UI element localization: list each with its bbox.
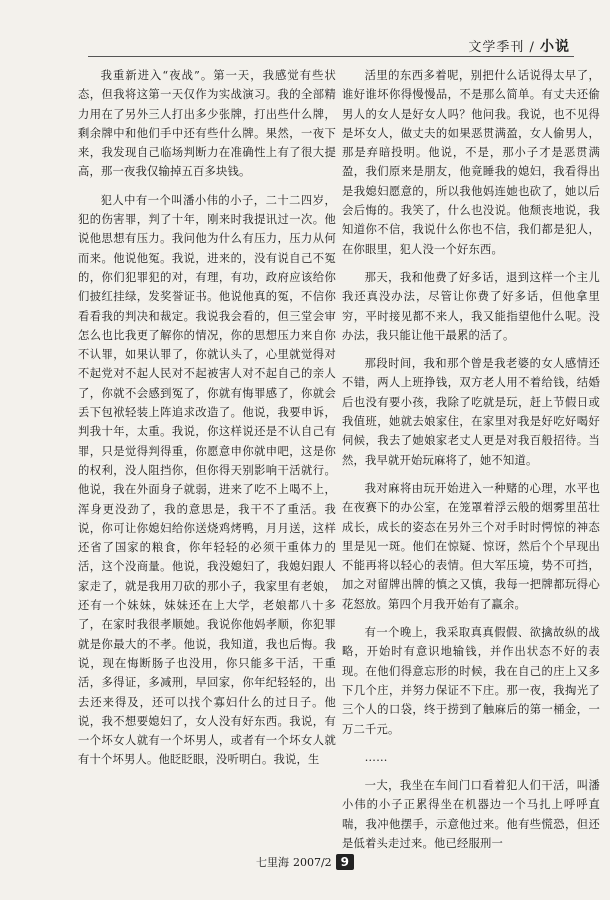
paragraph: 那天，我和他费了好多话，退到这样一个主儿我还真没办法，尽管让你费了好多话，但他拿里穷，平时接见都不来人，我又能指望他什么呢。没办法，我只能让他干最累的活了。 <box>342 270 600 342</box>
paragraph: 我对麻将由玩开始进入一种赌的心理，水平也在夜赛下的办公室，在笼罩着浮云般的烟雾里茁壮成长，成长的姿态在另外三个对手时时愕惊的神态里是见一斑。他们在惊疑、惊讶，然后个个早现出不能再将以轻心的表情。但大军压境，势不可挡，加之对留牌出牌的慎之又慎，我每一把牌都玩得心花怒放。第四个月我开始有了赢余。 <box>342 481 600 611</box>
paragraph: 活里的东西多着呢，别把什么话说得太早了，谁好谁坏你得慢慢品，不是那么简单。有丈夫还偷男人的女人是好女人吗？他问我。我说，也不见得是坏女人，做丈夫的如果恶贯满盈，女人偷男人，那是弃暗投明。他说，不是，那小子才是恶贯满盈，我们原来是朋友，他竟睡我的媳妇，我看得出是我媳妇愿意的，所以我他妈连她也砍了，她以后会后悔的。我笑了，什么也没说。他颓丧地说，我知道你不信，我说什么你也不信，我们都是犯人，在你眼里，犯人没一个好东西。 <box>342 69 600 256</box>
left-column <box>78 66 336 851</box>
paragraph: 犯人中有一个叫潘小伟的小子，二十二四岁，犯的伤害罪，判了十年，刚来时我提讯过一次。他说他思想有压力。我问他为什么有压力，压力从何而来。他说他冤。我说，进来的，没有说自己不冤的，你们犯罪犯的对，有理，有功，政府应该给你们披红挂绿，发奖誉证书。他说他真的冤，不信你看看我的判决和裁定。我说我会看的，但三堂会审怎么也比我更了解你的情况，你的思想压力来自你不认罪，如果认罪了，你就认头了，心里就觉得对不起党对不起人民对不起被害人对不起自己的亲人了，你就不会感到冤了，你就有悔罪感了，你就会丢下包袱轻装上阵追求改造了。他说，我要申诉，判我十年，太重。我说，你这样说还是不认自己有罪，只是觉得判得重，你愿意申你就申吧，这是你的权利，没人阻挡你，但你得天别影响干活就行。他说，我在外面身子就弱，进来了吃不上喝不上，浑身更没劲了，我的意思是，我干不了重活。我说，你可让你媳妇给你送烧鸡烤鸭，月月送，这样还省了国家的粮食，你年轻轻的必须干重体力的活，这个没商量。他说，我没媳妇了，我媳妇跟人家走了，就是我用刀砍的那小子，我家里有老娘，还有一个妹妹，妹妹还在上大学，老娘都八十多了，在家时我很孝顺她。我说你他妈孝顺，你犯罪就是你最大的不孝。他说，我知道，我也后悔。我说，现在悔断肠子也没用，你只能多干活，干重活，多得证，多减刑，早回家，你年纪轻轻的，出去还来得及，还可以找个寡妇什么的过日子。他说，我不想要媳妇了，女人没有好东西。我说，有一个坏女人就有一个坏男人，或者有一个坏女人就有十个坏男人。他眨眨眼，没听明白。我说，生 <box>78 193 336 767</box>
magazine-name: 文学季刊 <box>468 40 525 55</box>
paragraph: …… <box>364 750 388 764</box>
footer-magazine: 七里海 <box>255 856 289 869</box>
paragraph: 一大，我坐在车间门口看着犯人们干活，叫潘小伟的小子正累得坐在机器边一个马扎上呼呼直喘，我冲他摆手，示意他过来。他有些慌恐，但还是低着头走过来。他已经服刑一 <box>342 779 600 850</box>
page-header <box>468 36 570 56</box>
right-column <box>342 66 600 851</box>
header-rule <box>88 56 574 57</box>
footer-issue: 2007/2 <box>292 855 332 869</box>
header-separator: / <box>529 40 535 55</box>
paragraph: 那段时间，我和那个曾是我老婆的女人感情还不错，两人上班挣钱，双方老人用不着给钱，结婚后也没有要小孩，我除了吃就是玩，赶上节假日或我值班，她就去娘家住，在家里对我是好吃好喝好伺候，我去了她娘家老丈人更是对我百般招待。当然，我早就开始玩麻将了，她不知道。 <box>342 357 600 467</box>
paragraph: 我重新进入“夜战”。第一天，我感觉有些状态，但我将这第一天仅作为实战演习。我的全部精力用在了另外三人打出多少张牌，打出些什么牌，剩余牌中和他们手中还有些什么牌。果然，一夜下来，我发现自己临场判断力在准确性上有了很大提高，那一夜我仅输掉五百多块钱。 <box>78 69 336 179</box>
page-footer <box>0 854 610 870</box>
page-number: 9 <box>336 854 354 870</box>
section-category: 小说 <box>540 39 570 55</box>
paragraph: 有一个晚上，我采取真真假假、欲擒故纵的战略，开始时有意识地输钱，并作出状态不好的表现。在他们得意忘形的时候，我在自己的庄上又多下几个庄，并努力保证不下庄。那一夜，我掏光了三个人的口袋，终于捞到了触麻后的第一桶金，一万二千元。 <box>342 626 600 736</box>
